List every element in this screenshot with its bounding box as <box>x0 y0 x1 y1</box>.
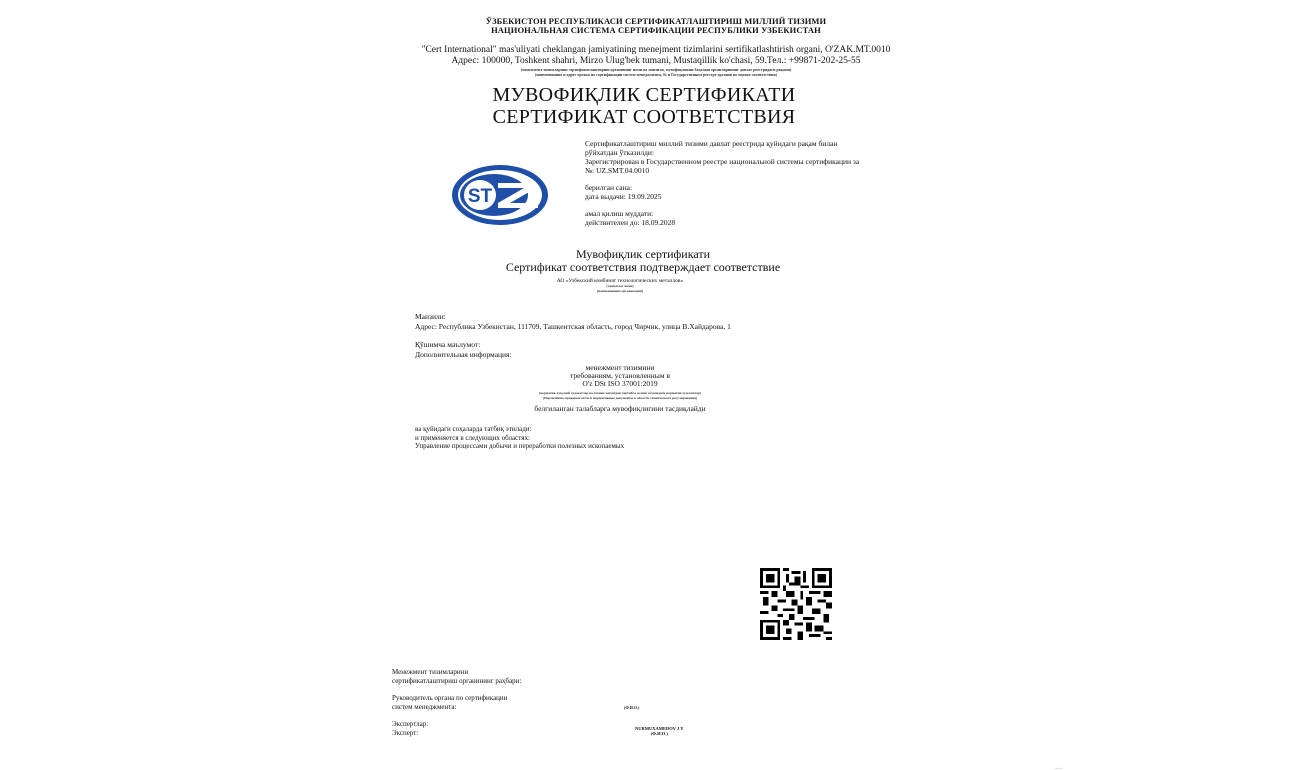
address-label-uz: Манзили: <box>415 312 446 321</box>
address-block <box>415 312 731 368</box>
issue-date: дата выдачи: 19.09.2025 <box>585 192 662 201</box>
reg-label-uz-1: Сертификатлаштириш миллий тизими давлат реестрида қуйидаги рақам билан <box>585 139 838 148</box>
certifying-body-address: Адрес: 100000, Toshkent shahri, Mirzo Ulug'bek tumani, Mustaqillik ko'chasi, 59.Тел.: +99871-202-25-55 <box>451 55 861 66</box>
national-system-header <box>0 17 1312 35</box>
reg-number: №: UZ.SMT.04.0010 <box>585 166 650 175</box>
qr-code-icon[interactable] <box>760 568 832 640</box>
extra-info-uz: Қўшимча маълумот: <box>415 340 481 349</box>
certifying-body-name: "Cert International" mas'uliyati cheklangan jamiyatining menejment tizimlarini sertifikatlashtirish organi, O'ZAK.MT.0010 <box>421 45 891 55</box>
svg-text:ST: ST <box>467 186 493 207</box>
head-label-ru-1: Руководитель органа по сертификации <box>392 694 508 702</box>
valid-label-uz: амал қилиш муддати: <box>585 209 654 218</box>
company-note-ru: (наименование организации) <box>596 289 644 293</box>
head-label-uz-1: Менежмент тизимларини <box>392 668 469 676</box>
experts-label-uz: Экспертлар: <box>392 720 429 728</box>
expert-name-block <box>635 726 684 736</box>
standard-note-ru: (Нормативно-правовые акты и нормативные документы в области технического регулирования) <box>542 395 698 400</box>
title-uz: МУВОФИҚЛИК СЕРТИФИКАТИ <box>492 84 796 106</box>
footer-marks: «» «» <box>1055 766 1062 770</box>
scope-value: Управление процессами добычи и переработки полезных ископаемых <box>415 442 625 450</box>
stz-logo-icon <box>450 163 550 227</box>
subtitle-uz: Мувофиқлик сертификати <box>575 247 711 261</box>
company-name: АО «Узбекский комбинат технологических металлов» <box>556 278 684 284</box>
header-line-ru: НАЦИОНАЛЬНАЯ СИСТЕМА СЕРТИФИКАЦИИ РЕСПУБЛИКИ УЗБЕКИСТАН <box>491 25 821 35</box>
head-label-ru-2: систем менеджмента: <box>392 702 457 711</box>
address-value: Адрес: Республика Узбекистан, 111709, Ташкентская область, город Чирчик, улица В.Хайдарова, 1 <box>415 322 731 331</box>
certificate-subtitle <box>0 248 1286 274</box>
conformity-confirmation: белгиланган талабларга мувофиқлигини тасдиқлайди <box>534 404 706 413</box>
note-uz: (менежмент тизимларини сертификатлаштириш органининг номи ва манзили, мувофиқликни баҳолаш органларининг давлат реестридаги рақами) <box>520 67 792 72</box>
company-block <box>0 279 1240 294</box>
expert-name: NURMUXAMEDOV J Y <box>635 726 684 731</box>
experts-label-ru: Эксперт: <box>392 728 419 737</box>
scope-label-uz: ва қуйидаги соҳаларда татбиқ этилади: <box>415 425 532 433</box>
certifying-body-notes <box>0 67 1312 77</box>
header-line-uz: ЎЗБЕКИСТОН РЕСПУБЛИКАСИ СЕРТИФИКАТЛАШТИРИШ МИЛЛИЙ ТИЗИМИ <box>485 16 827 26</box>
expert-fio-placeholder: (Ф.И.О.) <box>650 731 668 736</box>
standard-block <box>0 364 1240 413</box>
standard-line-1: менежмент тизимини <box>585 363 655 372</box>
scope-label-ru: и применяется в следующих областях: <box>415 433 530 442</box>
standard-code: O'z DSt ISO 37001:2019 <box>582 379 658 388</box>
certifying-body <box>0 45 1312 66</box>
company-note-uz: (ташкилот номи) <box>606 284 634 288</box>
standard-line-2: требованиям, установленным в <box>569 371 671 380</box>
head-label-uz-2: сертификатлаштириш органининг раҳбари: <box>392 676 522 685</box>
extra-info-ru: Дополнительная информация: <box>415 350 512 359</box>
valid-until: действителен до: 18.09.2028 <box>585 218 676 227</box>
standard-note-uz: (норматив-ҳуқуқий ҳужжатлар ва техник жиҳатдан тартибга солиш соҳасидаги норматив ҳужжатлар) <box>538 391 701 395</box>
head-fio-placeholder: (Ф.И.О.) <box>624 705 640 710</box>
reg-label-uz-2: рўйхатдан ўтказилди: <box>585 148 655 157</box>
signatures-block <box>392 668 521 746</box>
registration-info <box>585 139 859 235</box>
subtitle-ru: Сертификат соответствия подтверждает соответствие <box>505 260 781 274</box>
scope-block <box>415 425 624 451</box>
title-ru: СЕРТИФИКАТ СООТВЕТСТВИЯ <box>492 106 796 128</box>
issue-label-uz: берилган сана: <box>585 183 633 192</box>
reg-label-ru: Зарегистрирован в Государственном реестре национальной системы сертификации за <box>585 157 860 166</box>
note-ru: (наименование и адрес органа по сертификации систем менеджмента, № в Государственном реестре органов по оценке соответствия) <box>535 72 777 77</box>
certificate-title <box>0 84 1288 128</box>
